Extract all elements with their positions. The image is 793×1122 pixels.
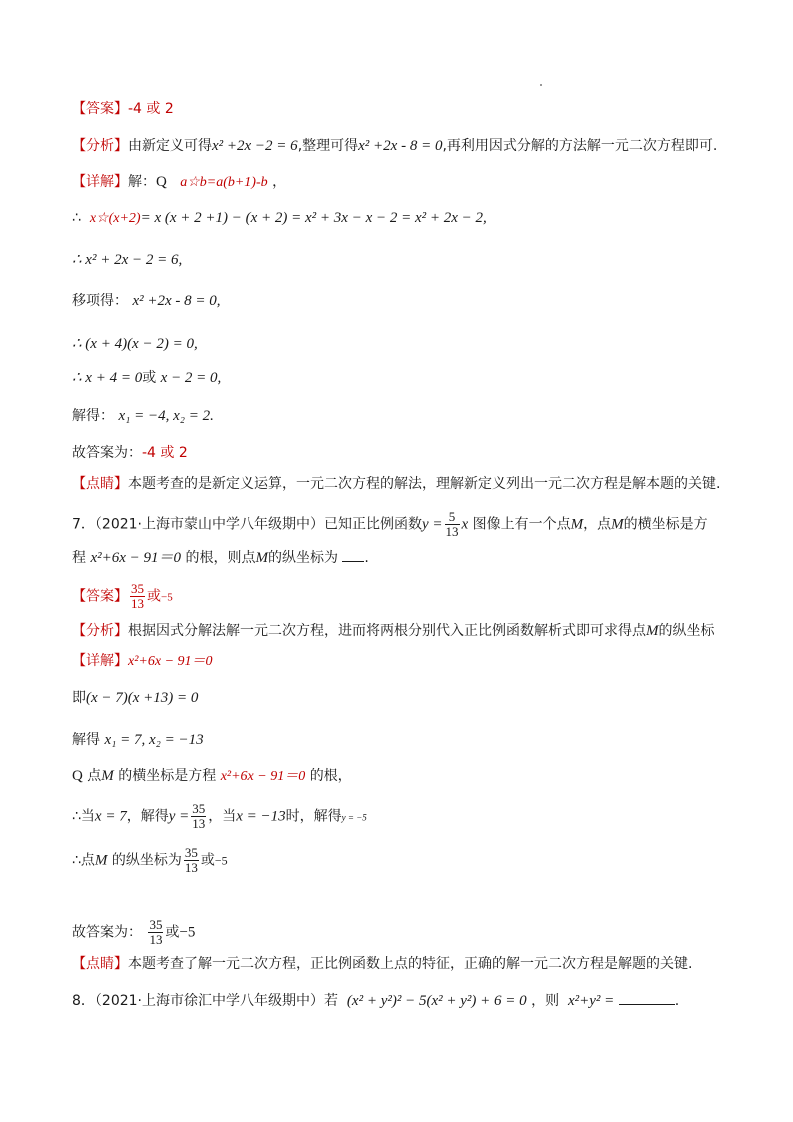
analysis-tag: 【分析】	[72, 623, 128, 639]
analysis-line-1: 【分析】由新定义可得x² +2x −2 = 6,整理可得x² +2x - 8 = 0,再利用因式分解的方法解一元二次方程即可.	[72, 138, 718, 154]
final-answer-1: 故答案为：-4 或 2	[72, 445, 188, 461]
question-7-line-1: 7．（2021·上海市蒙山中学八年级期中）已知正比例函数y = $\frac{5}{13}$ x 图像上有一个点M，点M的横坐标是方	[72, 509, 708, 539]
equation: x² +2x −2 = 6	[212, 138, 298, 154]
answer-tag: 【答案】	[72, 101, 128, 117]
because-symbol: Q	[156, 174, 167, 190]
step-2: ∴ x² + 2x − 2 = 6,	[72, 252, 183, 268]
question-number: 8．	[72, 993, 95, 1009]
question-8-line-1: 8．（2021·上海市徐汇中学八年级期中）若 (x² + y²)² − 5(x² + y²) + 6 = 0 ，则 x²+y² = .	[72, 990, 679, 1011]
answer-blank[interactable]	[342, 547, 364, 562]
question-source: （2021·上海市徐汇中学八年级期中）	[94, 993, 325, 1009]
detail-line-1: 【详解】解：Q a☆b=a(b+1)-b ，	[72, 174, 287, 190]
comment-1: 【点睛】本题考查的是新定义运算，一元二次方程的解法，理解新定义列出一元二次方程是解本题的关键.	[72, 476, 721, 492]
answer-tag: 【答案】	[72, 588, 128, 605]
step-3: 移项得： x² +2x - 8 = 0,	[72, 293, 221, 309]
fraction: $\frac{35}{13}$	[192, 801, 206, 831]
comment-tag: 【点睛】	[72, 476, 128, 492]
answer-blank[interactable]	[619, 990, 675, 1005]
fraction: $\frac{35}{13}$	[131, 581, 144, 611]
definition: a☆b=a(b+1)-b	[180, 175, 268, 190]
fraction: $\frac{35}{13}$	[149, 917, 163, 947]
fraction: $\frac{35}{13}$	[184, 845, 198, 875]
detail-line-2: 【详解】x²+6x − 91＝0	[72, 653, 213, 669]
step2-4: ∴当x = 7，解得y = $\frac{35}{13}$ ，当x = −13时，解得y = −5	[72, 801, 367, 831]
comment-2: 【点睛】本题考查了解一元二次方程，正比例函数上点的特征，正确的解一元二次方程是解题的关键.	[72, 956, 693, 972]
detail-tag: 【详解】	[72, 653, 128, 669]
step2-1: 即(x − 7)(x +13) = 0	[72, 690, 199, 706]
question-number: 7．	[72, 516, 95, 533]
scan-dot	[540, 84, 542, 86]
analysis-line-2: 【分析】根据因式分解法解一元二次方程，进而将两根分别代入正比例函数解析式即可求得点M的纵坐标	[72, 623, 715, 639]
question-7-line-2: 程 x²+6x − 91＝0 的根，则点M的纵坐标为 .	[72, 547, 369, 568]
answer-value: -4 或 2	[128, 101, 174, 117]
step-1: ∴ x☆(x+2)= x (x + 2 +1) − (x + 2) = x² + 3x − x − 2 = x² + 2x − 2,	[72, 210, 487, 226]
step-4: ∴ (x + 4)(x − 2) = 0,	[72, 336, 198, 352]
comment-tag: 【点睛】	[72, 956, 128, 972]
step2-2: 解得 x₁ = 7, x₂ = −13	[72, 732, 204, 748]
detail-tag: 【详解】	[72, 174, 128, 190]
step-5: ∴ x + 4 = 0或 x − 2 = 0,	[72, 370, 222, 386]
analysis-tag: 【分析】	[72, 138, 128, 154]
step2-3: Q 点M 的横坐标是方程 x²+6x − 91＝0 的根，	[72, 768, 352, 784]
question-source: （2021·上海市蒙山中学八年级期中）	[94, 516, 325, 533]
equation: x² +2x - 8 = 0	[358, 138, 443, 154]
answer-line-2: 【答案】 $\frac{35}{13}$ 或−5	[72, 581, 173, 611]
answer-line-1	[72, 99, 174, 119]
final-answer-2: 故答案为： $\frac{35}{13}$ 或−5	[72, 917, 196, 947]
step2-5: ∴点M 的纵坐标为 $\frac{35}{13}$ 或−5	[72, 845, 228, 875]
step-6: 解得： x₁ = −4, x₂ = 2.	[72, 408, 214, 424]
fraction: $\frac{5}{13}$	[445, 509, 459, 539]
